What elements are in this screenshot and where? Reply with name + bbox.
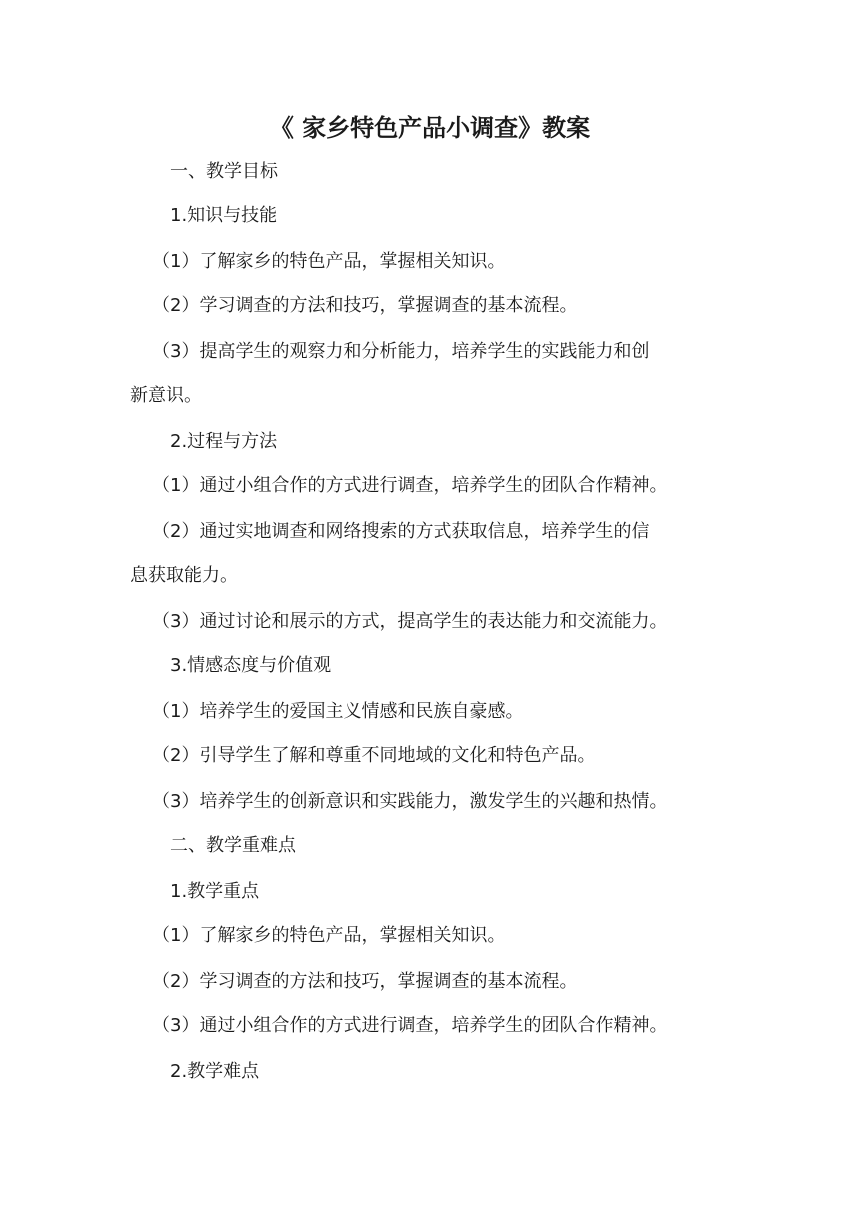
- section-heading-objectives: 一、教学目标: [170, 161, 278, 182]
- subheading-difficulties: 2.教学难点: [170, 1061, 260, 1082]
- paragraph-line: 息获取能力。: [130, 565, 238, 586]
- paragraph-line: （2）学习调查的方法和技巧，掌握调查的基本流程。: [152, 971, 578, 992]
- paragraph-line: 新意识。: [130, 385, 202, 406]
- paragraph-line: （2）通过实地调查和网络搜索的方式获取信息，培养学生的信: [152, 521, 650, 542]
- section-heading-key-difficulties: 二、教学重难点: [170, 835, 296, 856]
- subheading-knowledge-skills: 1.知识与技能: [170, 205, 278, 226]
- paragraph-line: （1）了解家乡的特色产品，掌握相关知识。: [152, 251, 506, 272]
- paragraph-line: （3）培养学生的创新意识和实践能力，激发学生的兴趣和热情。: [152, 791, 668, 812]
- paragraph-line: （1）通过小组合作的方式进行调查，培养学生的团队合作精神。: [152, 475, 668, 496]
- subheading-process-methods: 2.过程与方法: [170, 431, 278, 452]
- paragraph-line: （3）通过小组合作的方式进行调查，培养学生的团队合作精神。: [152, 1015, 668, 1036]
- subheading-key-points: 1.教学重点: [170, 881, 260, 902]
- paragraph-line: （1）培养学生的爱国主义情感和民族自豪感。: [152, 701, 524, 722]
- paragraph-line: （2）学习调查的方法和技巧，掌握调查的基本流程。: [152, 295, 578, 316]
- paragraph-line: （3）提高学生的观察力和分析能力，培养学生的实践能力和创: [152, 341, 650, 362]
- page-title: 《 家乡特色产品小调查》教案: [269, 114, 591, 142]
- paragraph-line: （3）通过讨论和展示的方式，提高学生的表达能力和交流能力。: [152, 611, 668, 632]
- paragraph-line: （2）引导学生了解和尊重不同地域的文化和特色产品。: [152, 745, 596, 766]
- subheading-attitudes-values: 3.情感态度与价值观: [170, 655, 332, 676]
- paragraph-line: （1）了解家乡的特色产品，掌握相关知识。: [152, 925, 506, 946]
